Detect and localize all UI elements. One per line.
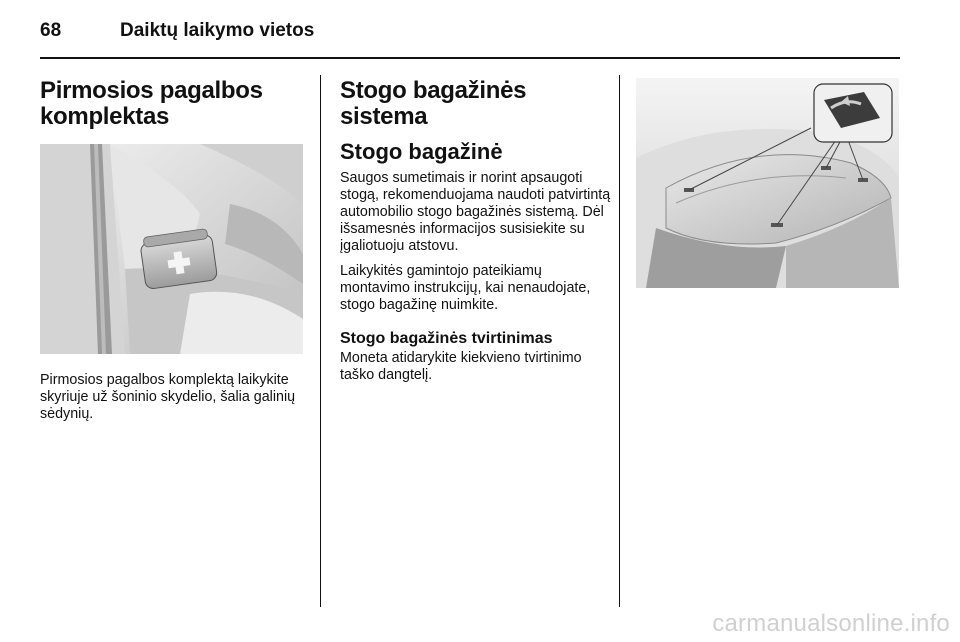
left-column [40,78,305,431]
subheading-roof-rack: Stogo bagažinė [340,139,503,164]
column-divider-right [619,75,620,607]
subheading-roof-rack-mounting: Stogo bagažinės tvirtinimas [340,330,553,347]
first-aid-kit-figure [40,144,303,354]
first-aid-caption: Pirmosios pagalbos komplektą laikykite skyriuje už šoninio skydelio, šalia galinių sėdynių. [40,372,296,422]
running-title: Daiktų laikymo vietos [120,20,315,41]
first-aid-kit-illustration-icon [40,144,303,354]
watermark: carmanualsonline.info [712,610,950,637]
roof-rack-mount-illustration-icon [636,78,899,288]
page-number: 68 [40,20,62,41]
roof-rack-paragraph-2: Laikykitės gamintojo pateikiamų montavimo instrukcijų, kai nenaudojate, stogo bagažinę nuimkite. [340,263,591,313]
column-divider-left [320,75,321,607]
section-heading-roof-rack: Stogo bagažinės sistema [340,77,527,130]
header-rule [40,57,900,59]
section-heading-first-aid: Pirmosios pagalbos komplektas [40,77,263,130]
roof-rack-paragraph-3: Moneta atidarykite kiekvieno tvirtinimo taško dangtelį. [340,350,582,383]
right-column [636,78,901,288]
roof-rack-figure [636,78,899,288]
page-header [40,16,920,46]
roof-rack-paragraph-1: Saugos sumetimais ir norint apsaugoti stogą, rekomenduojama naudoti patvirtintą automobilio stogo bagažinės sistemą. Dėl išsamesnės informacijos susisiekite su įgaliotuoju atstovu. [340,170,611,254]
middle-column [340,78,615,392]
